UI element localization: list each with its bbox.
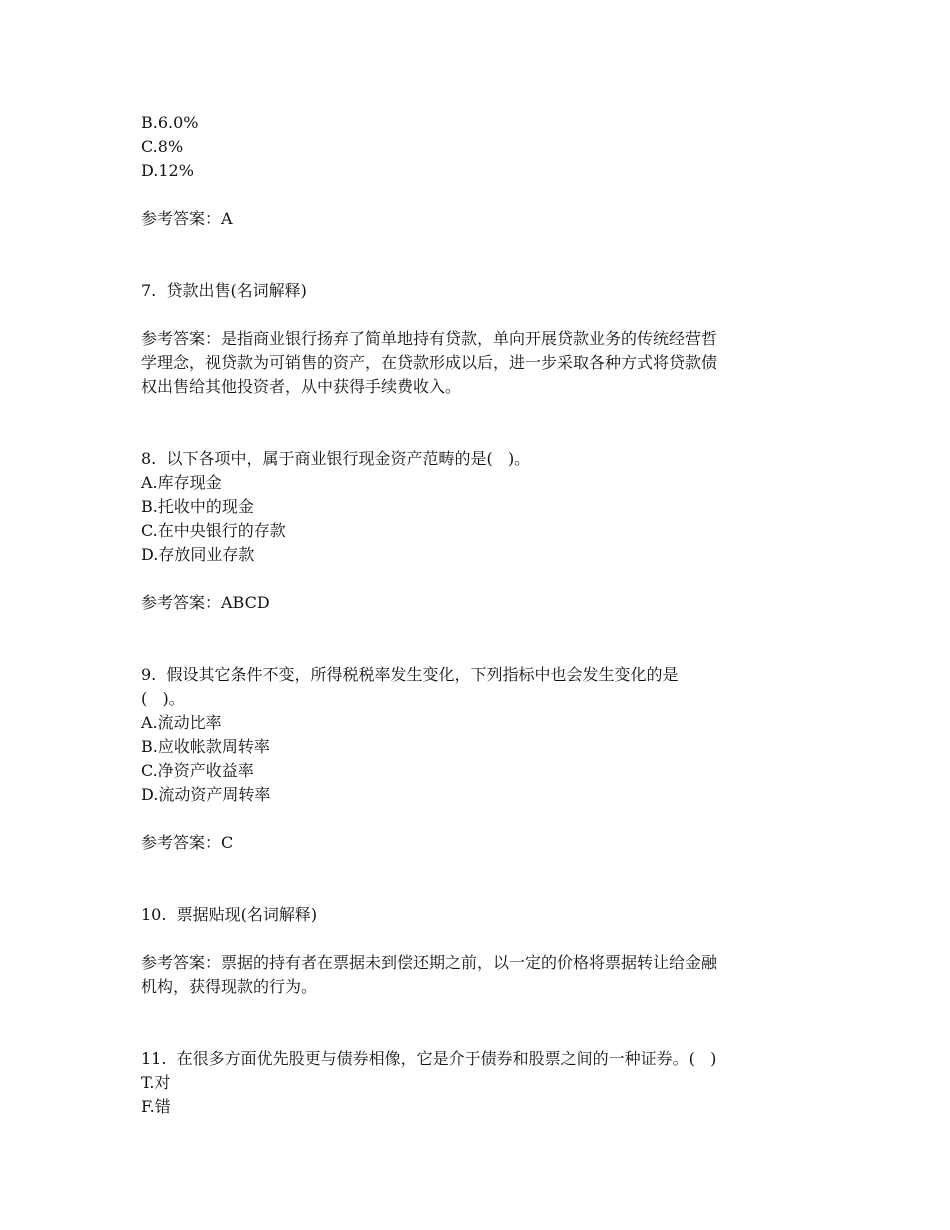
question-7 <box>141 279 821 399</box>
question-8-title: 8. 以下各项中，属于商业银行现金资产范畴的是( )。 <box>141 449 531 468</box>
answer-6: 参考答案：A <box>141 209 233 228</box>
option-t: T.对 <box>141 1073 171 1092</box>
answer-7-line-1: 参考答案：是指商业银行扬弃了简单地持有贷款，单向开展贷款业务的传统经营哲 <box>141 329 718 348</box>
question-9-title-line-1: 9. 假设其它条件不变，所得税税率发生变化，下列指标中也会发生变化的是 <box>141 665 679 684</box>
question-6-tail <box>141 111 821 231</box>
question-9-title-line-2: ( )。 <box>141 689 185 708</box>
option-d: D.12% <box>141 161 194 180</box>
option-c: C.净资产收益率 <box>141 761 254 780</box>
option-b: B.6.0% <box>141 113 199 132</box>
document-page <box>141 111 821 1119</box>
question-11 <box>141 1047 821 1119</box>
question-11-title: 11. 在很多方面优先股更与债券相像，它是介于债券和股票之间的一种证券。( ) <box>141 1049 717 1068</box>
option-c: C.在中央银行的存款 <box>141 521 286 540</box>
answer-7-line-2: 学理念，视贷款为可销售的资产，在贷款形成以后，进一步采取各种方式将贷款债 <box>141 353 718 372</box>
answer-7-line-3: 权出售给其他投资者，从中获得手续费收入。 <box>141 377 462 396</box>
option-b: B.托收中的现金 <box>141 497 254 516</box>
question-9 <box>141 663 821 855</box>
answer-10-line-1: 参考答案：票据的持有者在票据未到偿还期之前，以一定的价格将票据转让给金融 <box>141 953 718 972</box>
question-10-title: 10. 票据贴现(名词解释) <box>141 905 318 924</box>
question-8 <box>141 447 821 615</box>
option-d: D.流动资产周转率 <box>141 785 271 804</box>
question-10 <box>141 903 821 999</box>
option-d: D.存放同业存款 <box>141 545 255 564</box>
option-c: C.8% <box>141 137 184 156</box>
answer-10-line-2: 机构，获得现款的行为。 <box>141 977 318 996</box>
option-a: A.库存现金 <box>141 473 222 492</box>
answer-8: 参考答案：ABCD <box>141 593 270 612</box>
question-7-title: 7. 贷款出售(名词解释) <box>141 281 307 300</box>
answer-9: 参考答案：C <box>141 833 234 852</box>
option-a: A.流动比率 <box>141 713 222 732</box>
option-f: F.错 <box>141 1097 171 1116</box>
answer-7 <box>141 327 821 399</box>
answer-10 <box>141 951 821 999</box>
option-b: B.应收帐款周转率 <box>141 737 270 756</box>
